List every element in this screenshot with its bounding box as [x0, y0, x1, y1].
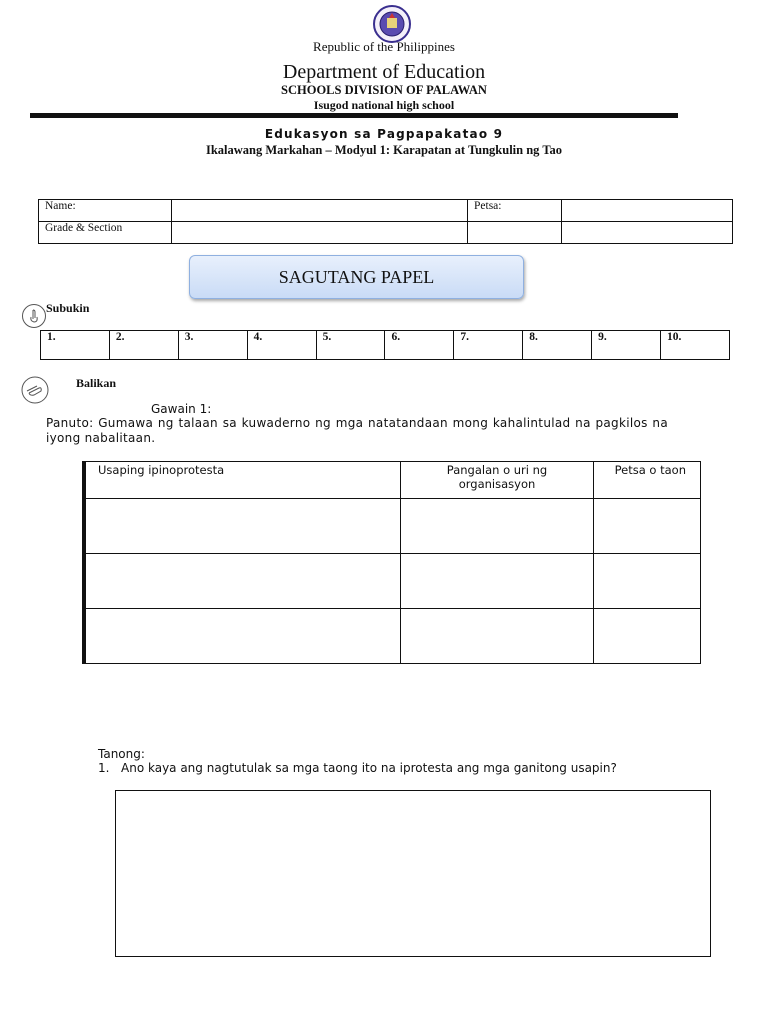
division-name: SCHOOLS DIVISION OF PALAWAN — [281, 83, 487, 97]
answer-box[interactable] — [115, 790, 711, 957]
answer-cell[interactable]: 7. — [454, 331, 523, 360]
subukin-answer-table — [40, 330, 730, 360]
tanong-label: Tanong: — [98, 747, 145, 761]
answer-cell[interactable]: 4. — [247, 331, 316, 360]
table-cell[interactable] — [594, 499, 701, 554]
petsa-label: Petsa: — [468, 200, 562, 222]
gawain-table — [82, 461, 701, 664]
answer-cell[interactable]: 9. — [592, 331, 661, 360]
answer-cell[interactable]: 3. — [178, 331, 247, 360]
table-cell[interactable] — [594, 609, 701, 664]
panuto-instructions: Panuto: Gumawa ng talaan sa kuwaderno ng mga natatandaan mong kahalintulad na pagkilos na iyong nabalitaan. — [46, 416, 668, 445]
answer-cell[interactable]: 10. — [661, 331, 730, 360]
info-blank-cell[interactable] — [468, 222, 562, 244]
column-header: Petsa o taon — [594, 462, 701, 499]
grade-section-field[interactable] — [172, 222, 468, 244]
balikan-icon — [21, 376, 49, 404]
question-text: Ano kaya ang nagtutulak sa mga taong ito na iprotesta ang mga ganitong usapin? — [121, 761, 617, 775]
table-cell[interactable] — [401, 609, 594, 664]
header-divider — [30, 113, 678, 118]
answer-cell[interactable]: 2. — [109, 331, 178, 360]
subukin-label: Subukin — [46, 301, 90, 315]
gawain-title: Gawain 1: — [151, 402, 212, 416]
answer-cell[interactable]: 5. — [316, 331, 385, 360]
answer-cell[interactable]: 1. — [41, 331, 110, 360]
subukin-icon — [22, 304, 46, 328]
school-name: Isugod national high school — [313, 98, 455, 112]
answer-cell[interactable]: 8. — [523, 331, 592, 360]
answer-cell[interactable]: 6. — [385, 331, 454, 360]
department-title: Department of Education — [282, 61, 486, 83]
table-cell[interactable] — [401, 554, 594, 609]
module-title: Ikalawang Markahan – Modyul 1: Karapatan at Tungkulin ng Tao — [205, 143, 563, 157]
subject-title: Edukasyon sa Pagpapakatao 9 — [264, 127, 504, 141]
balikan-label: Balikan — [76, 376, 117, 390]
table-cell[interactable] — [84, 499, 401, 554]
sagutang-papel-banner: SAGUTANG PAPEL — [189, 255, 524, 299]
info-blank-cell[interactable] — [562, 222, 733, 244]
table-cell[interactable] — [84, 609, 401, 664]
petsa-field[interactable] — [562, 200, 733, 222]
table-cell[interactable] — [84, 554, 401, 609]
question-number: 1. — [98, 761, 110, 775]
column-header: Usaping ipinoprotesta — [84, 462, 401, 499]
name-field[interactable] — [172, 200, 468, 222]
republic-line: Republic of the Philippines — [313, 39, 455, 54]
deped-seal-icon — [369, 4, 415, 44]
student-info-table — [38, 199, 733, 244]
name-label: Name: — [39, 200, 172, 222]
table-cell[interactable] — [401, 499, 594, 554]
grade-section-label: Grade & Section — [39, 222, 172, 244]
table-cell[interactable] — [594, 554, 701, 609]
column-header: Pangalan o uri ng organisasyon — [401, 462, 594, 499]
